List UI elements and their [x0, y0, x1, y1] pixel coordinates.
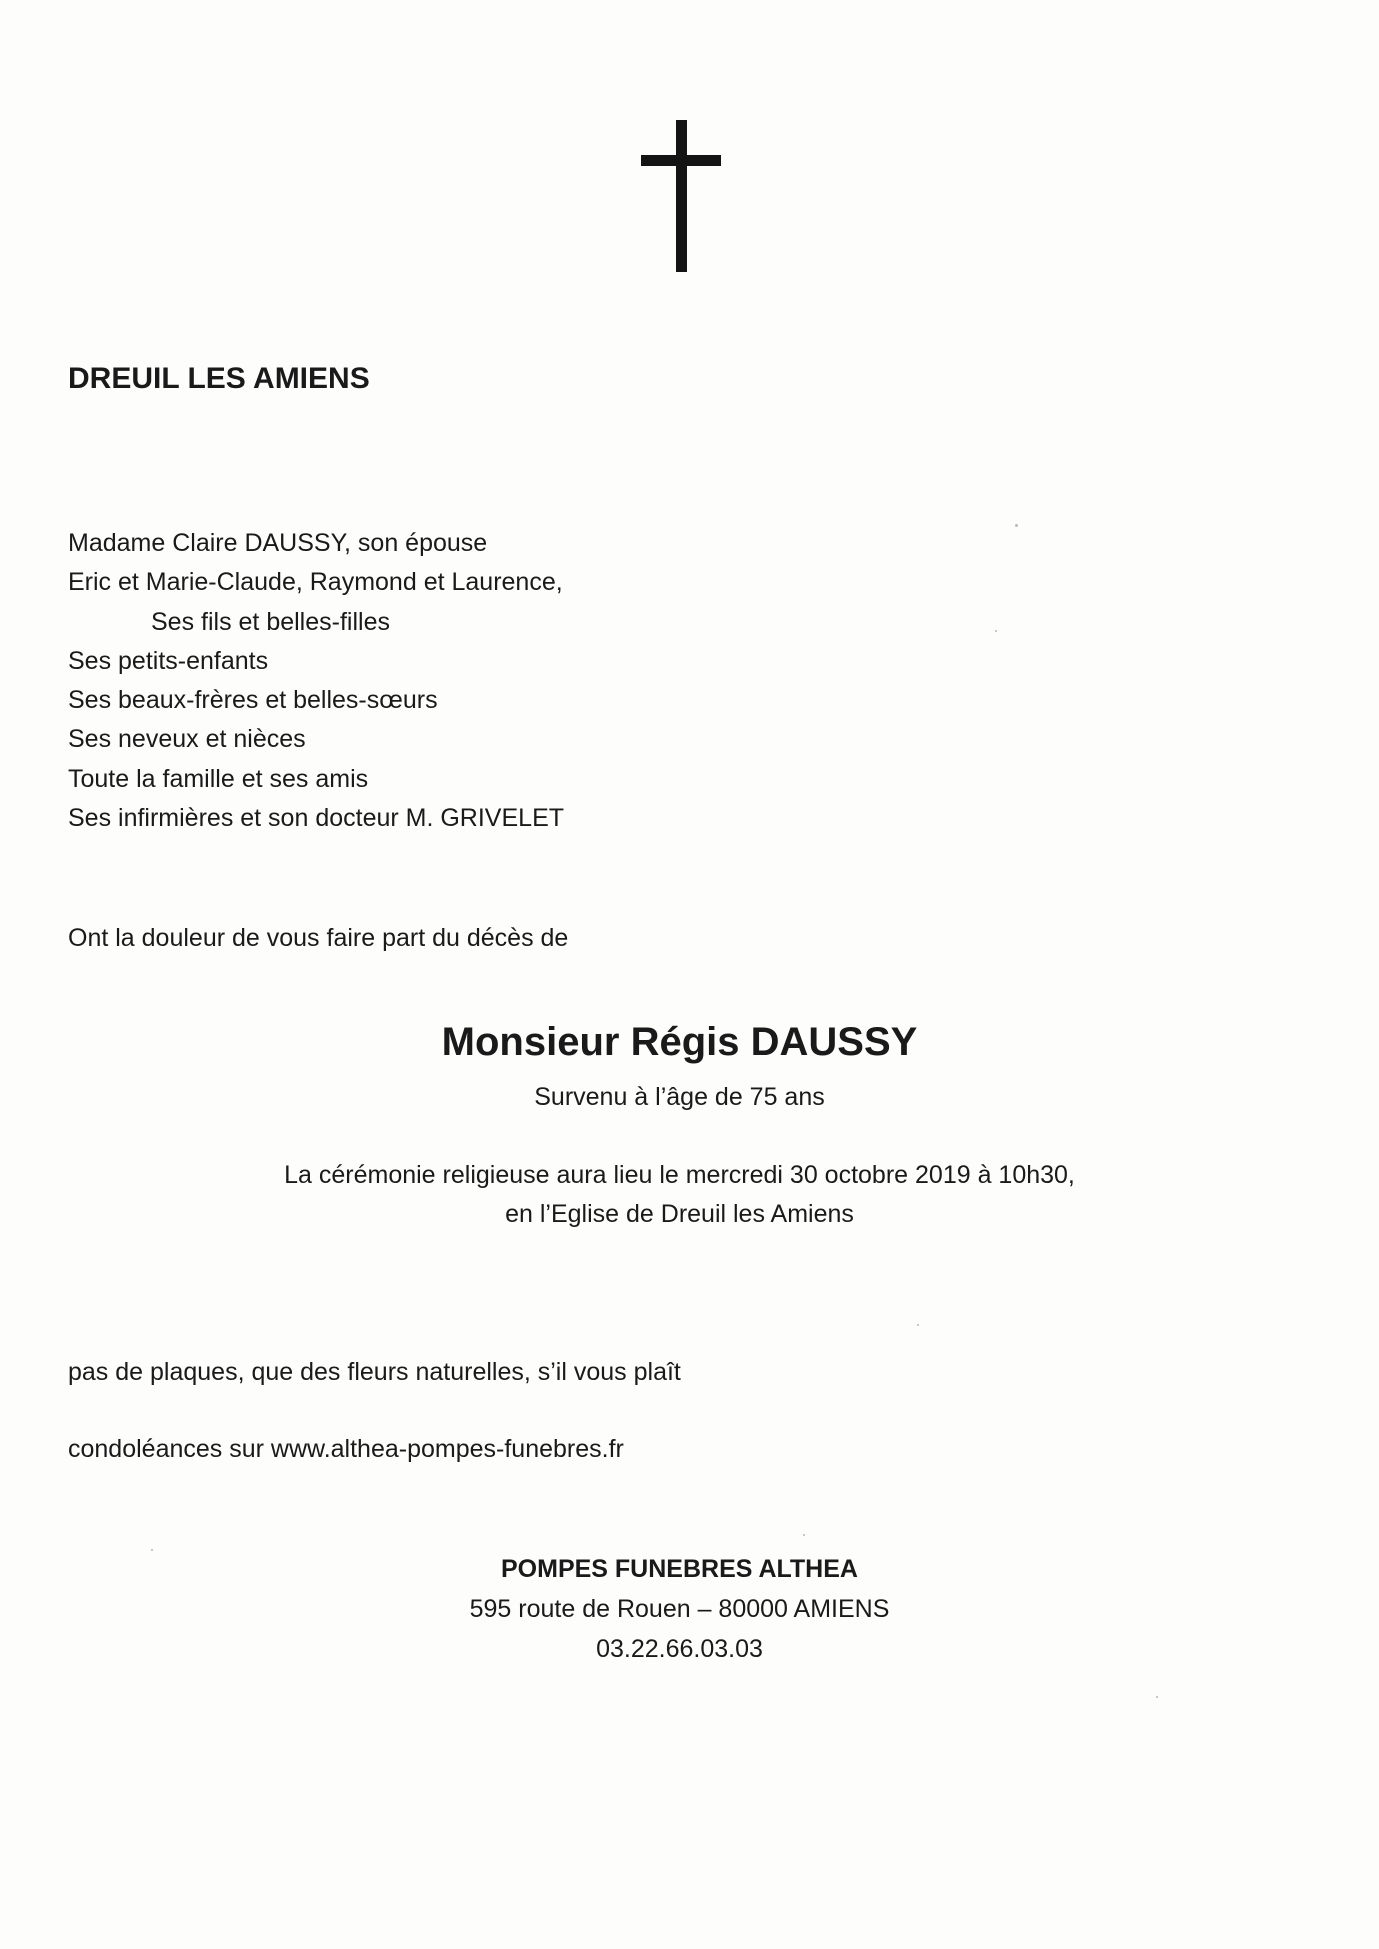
scan-speck: [917, 1324, 919, 1326]
scan-speck: [1015, 524, 1018, 527]
family-line: Ses neveux et nièces: [68, 725, 306, 754]
cross-icon: [641, 120, 721, 272]
funeral-home-phone: 03.22.66.03.03: [596, 1635, 763, 1663]
age-line: Survenu à l’âge de 75 ans: [534, 1083, 825, 1111]
funeral-home-name: POMPES FUNEBRES ALTHEA: [501, 1555, 858, 1583]
flowers-note: pas de plaques, que des fleurs naturelles, s’il vous plaît: [68, 1358, 681, 1386]
family-list: [68, 531, 564, 845]
family-line: Ses beaux-frères et belles-sœurs: [68, 686, 438, 715]
scan-speck: [803, 1534, 805, 1536]
family-line: Madame Claire DAUSSY, son épouse: [68, 529, 488, 557]
family-line: Ses infirmières et son docteur M. GRIVELET: [68, 804, 565, 833]
ceremony-line-2: en l’Eglise de Dreuil les Amiens: [505, 1200, 854, 1228]
condolences-note: condoléances sur www.althea-pompes-funebres.fr: [68, 1435, 624, 1463]
scan-speck: [1156, 1696, 1158, 1698]
scan-speck: [151, 1549, 153, 1551]
ceremony-line-1: La cérémonie religieuse aura lieu le mercredi 30 octobre 2019 à 10h30,: [284, 1161, 1075, 1189]
funeral-home-address: 595 route de Rouen – 80000 AMIENS: [469, 1595, 890, 1623]
family-line: Toute la famille et ses amis: [68, 764, 369, 793]
announcement-intro: Ont la douleur de vous faire part du décès de: [68, 924, 569, 952]
town-heading: DREUIL LES AMIENS: [68, 362, 370, 395]
family-line: Ses petits-enfants: [68, 646, 269, 675]
family-line: Ses fils et belles-filles: [151, 607, 390, 636]
deceased-name: Monsieur Régis DAUSSY: [441, 1020, 918, 1064]
family-line: Eric et Marie-Claude, Raymond et Laurence,: [68, 568, 563, 597]
scan-speck: [995, 630, 997, 632]
